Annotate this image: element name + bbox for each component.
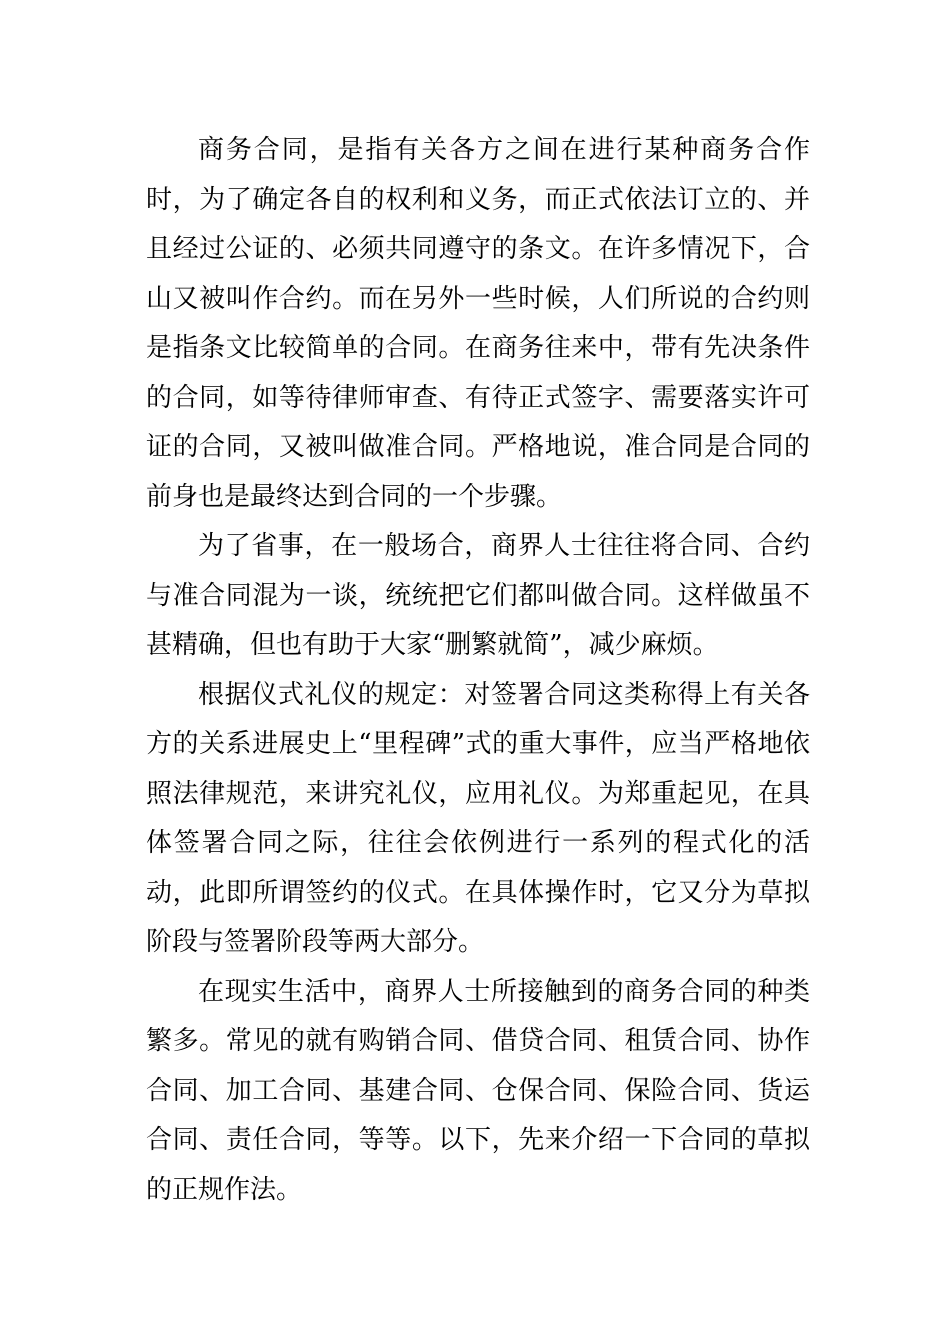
- paragraph-1: 商务合同，是指有关各方之间在进行某种商务合作时，为了确定各自的权利和义务，而正式依法订立的、并且经过公证的、必须共同遵守的条文。在许多情况下，合山又被叫作合约。而在另外一些时候，人们所说的合约则是指条文比较简单的合同。在商务往来中，带有先决条件的合同，如等待律师审查、有待正式签字、需要落实许可证的合同，又被叫做准合同。严格地说，准合同是合同的前身也是最终达到合同的一个步骤。: [146, 135, 810, 512]
- paragraph-4: 在现实生活中，商界人士所接触到的商务合同的种类繁多。常见的就有购销合同、借贷合同、租赁合同、协作合同、加工合同、基建合同、仓保合同、保险合同、货运合同、责任合同，等等。以下，先来介绍一下合同的草拟的正规作法。: [146, 976, 810, 1205]
- paragraph-3: 根据仪式礼仪的规定：对签署合同这类称得上有关各方的关系进展史上“里程碑”式的重大事件，应当严格地依照法律规范，来讲究礼仪，应用礼仪。为郑重起见，在具体签署合同之际，往往会依例进行一系列的程式化的活动，此即所谓签约的仪式。在具体操作时，它又分为草拟阶段与签署阶段等两大部分。: [146, 679, 810, 957]
- paragraph-2: 为了省事，在一般场合，商界人士往往将合同、合约与准合同混为一谈，统统把它们都叫做合同。这样做虽不甚精确，但也有助于大家“删繁就简”，减少麻烦。: [146, 531, 810, 660]
- document-body: [146, 126, 810, 1215]
